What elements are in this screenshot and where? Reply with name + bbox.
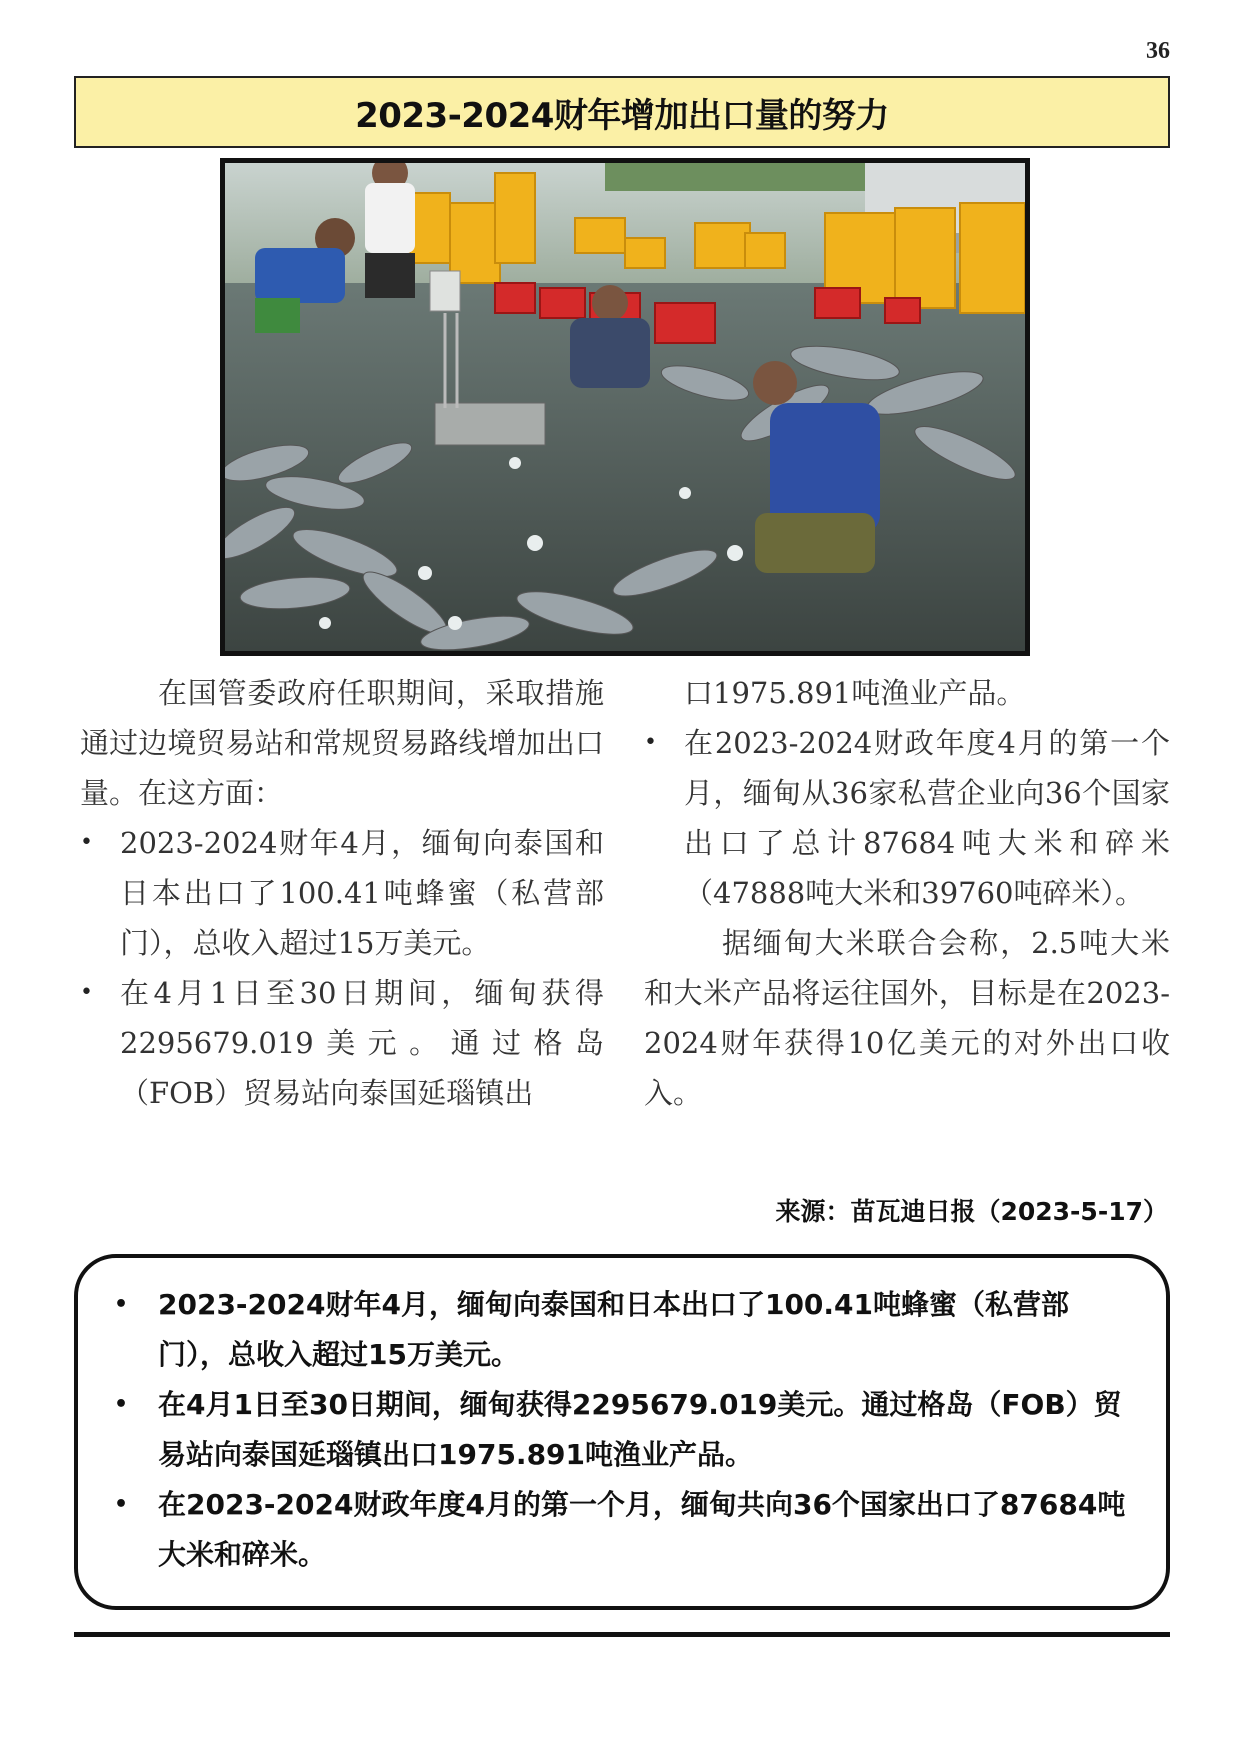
continued-text xyxy=(644,668,1170,718)
summary-item: • 在4月1日至30日期间，缅甸获得2295679.019美元。通过格岛（FOB）贸易站向泰国延瑙镇出口1975.891吨渔业产品。 xyxy=(106,1380,1138,1480)
article-right-column xyxy=(644,668,1170,1118)
article-bullets-left xyxy=(80,818,604,1118)
summary-item: • 2023-2024财年4月，缅甸向泰国和日本出口了100.41吨蜂蜜（私营部门），总收入超过15万美元。 xyxy=(106,1280,1138,1380)
article-bullets-right xyxy=(644,668,1170,918)
continued-text-content: 口1975.891吨渔业产品。 xyxy=(684,676,1026,710)
article-closing: 据缅甸大米联合会称，2.5吨大米和大米产品将运往国外，目标是在2023-2024财年获得10亿美元的对外出口收入。 xyxy=(644,926,1170,1110)
summary-box xyxy=(74,1254,1170,1610)
page-number: 36 xyxy=(1146,38,1170,64)
fish-market-photo xyxy=(220,158,1030,656)
source-citation: 来源：苗瓦迪日报（2023-5-17） xyxy=(775,1197,1168,1226)
title-banner xyxy=(74,76,1170,148)
article-intro: 在国管委政府任职期间，采取措施通过边境贸易站和常规贸易路线增加出口量。在这方面： xyxy=(80,676,604,810)
article-left-column xyxy=(80,668,604,1118)
page-title: 2023-2024财年增加出口量的努力 xyxy=(355,95,889,136)
bottom-divider xyxy=(74,1632,1170,1637)
summary-item: • 在2023-2024财政年度4月的第一个月，缅甸共向36个国家出口了87684吨大米和碎米。 xyxy=(106,1480,1138,1580)
list-item: • 在4月1日至30日期间，缅甸获得2295679.019美元。通过格岛（FOB）贸易站向泰国延瑙镇出 xyxy=(80,968,604,1118)
list-item: • 2023-2024财年4月，缅甸向泰国和日本出口了100.41吨蜂蜜（私营部门），总收入超过15万美元。 xyxy=(80,818,604,968)
list-item: • 在2023-2024财政年度4月的第一个月，缅甸从36家私营企业向36个国家出口了总计87684吨大米和碎米（47888吨大米和39760吨碎米）。 xyxy=(644,718,1170,918)
summary-list xyxy=(106,1280,1138,1580)
